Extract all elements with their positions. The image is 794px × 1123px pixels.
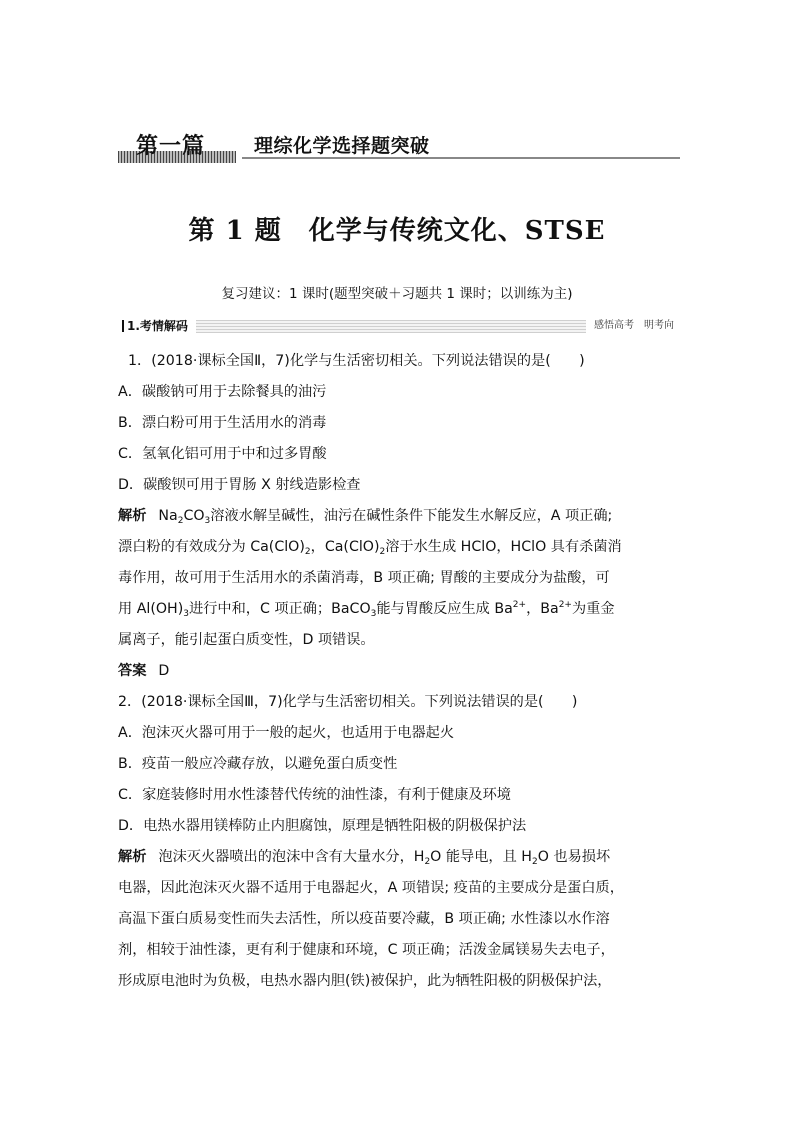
- subscript: 3: [204, 516, 211, 526]
- subscript: 2: [531, 857, 538, 867]
- text-run: O 也易损坏: [537, 849, 611, 865]
- q1-answer-label: 答案: [118, 663, 147, 679]
- q2-analysis-line-1: [118, 842, 678, 873]
- text-run: ，Ba: [526, 601, 559, 617]
- content: [118, 346, 678, 997]
- text-run: O 能导电，且 H: [430, 849, 532, 865]
- q2-analysis-line-3: 高温下蛋白质易变性而失去活性，所以疫苗要冷藏，B 项正确; 水性漆以水作溶: [118, 911, 610, 927]
- q1-analysis-line-2: [118, 532, 678, 563]
- text-run: 漂白粉的有效成分为 Ca(ClO): [118, 539, 305, 555]
- q1-stem: 1．(2018·课标全国Ⅱ，7)化学与生活密切相关。下列说法错误的是( ): [128, 353, 585, 369]
- part-label: 第一篇: [136, 134, 206, 159]
- q1-option-d: D．碳酸钡可用于胃肠 X 射线造影检查: [118, 477, 361, 493]
- text-run: CO: [183, 508, 205, 524]
- q1-analysis-line-3: 毒作用，故可用于生活用水的杀菌消毒，B 项正确; 胃酸的主要成分为盐酸，可: [118, 570, 610, 586]
- text-run: 溶液水解呈碱性，油污在碱性条件下能发生水解反应，A 项正确;: [210, 508, 613, 524]
- q2-option-c: C．家庭装修时用水性漆替代传统的油性漆，有利于健康及环境: [118, 787, 511, 803]
- q1-answer: [118, 656, 678, 687]
- part-header: [118, 127, 680, 167]
- section-marker: [122, 320, 124, 332]
- subscript: 2: [424, 857, 431, 867]
- subscript: 3: [370, 609, 377, 619]
- q1-option-a: A．碳酸钠可用于去除餐具的油污: [118, 384, 327, 400]
- q2-analysis-line-4: 剂，相较于油性漆，更有利于健康和环境，C 项正确；活泼金属镁易失去电子，: [118, 942, 615, 958]
- q1-analysis-line-5: 属离子，能引起蛋白质变性，D 项错误。: [118, 632, 375, 648]
- q2-option-b: B．疫苗一般应冷藏存放，以避免蛋白质变性: [118, 756, 398, 772]
- part-title: 理综化学选择题突破: [254, 135, 430, 157]
- text-run: 进行中和，C 项正确；BaCO: [189, 601, 371, 617]
- section-bar: [118, 318, 678, 334]
- q1-analysis-line-1: [118, 501, 678, 532]
- section-label-text: 1.考情解码: [127, 319, 188, 333]
- q1-answer-value: D: [158, 663, 170, 679]
- text-run: 溶于水生成 HClO，HClO 具有杀菌消: [385, 539, 622, 555]
- subscript: 2: [304, 547, 311, 557]
- section-right-label: 感悟高考 明考向: [586, 318, 678, 334]
- subscript: 2: [177, 516, 184, 526]
- q2-option-a: A．泡沫灭火器可用于一般的起火，也适用于电器起火: [118, 725, 455, 741]
- part-plate: [118, 127, 236, 163]
- q2-analysis-line-2: 电器，因此泡沫灭火器不适用于电器起火，A 项错误; 疫苗的主要成分是蛋白质，: [118, 880, 624, 896]
- section-label: [118, 318, 196, 334]
- review-suggestion: 复习建议：1 课时(题型突破＋习题共 1 课时；以训练为主): [221, 286, 573, 302]
- q2-stem: 2．(2018·课标全国Ⅲ，7)化学与生活密切相关。下列说法错误的是( ): [118, 694, 578, 710]
- q1-option-c: C．氢氧化铝可用于中和过多胃酸: [118, 446, 327, 462]
- q2-analysis-line-5: 形成原电池时为负极，电热水器内胆(铁)被保护，此为牺牲阳极的阴极保护法，: [118, 973, 612, 989]
- text-run: 为重金: [571, 601, 615, 617]
- text-run: 用 Al(OH): [118, 601, 184, 617]
- text-run: 泡沫灭火器喷出的泡沫中含有大量水分，H: [158, 849, 425, 865]
- text-run: 能与胃酸反应生成 Ba: [376, 601, 513, 617]
- q1-analysis-label: 解析: [118, 508, 147, 524]
- subscript: 3: [183, 609, 189, 619]
- q1-analysis-line-4: [118, 594, 678, 625]
- superscript: 2+: [558, 600, 572, 610]
- q1-option-b: B．漂白粉可用于生活用水的消毒: [118, 415, 327, 431]
- q2-option-d: D．电热水器用镁棒防止内胆腐蚀，原理是牺牲阳极的阴极保护法: [118, 818, 527, 834]
- text-run: Na: [158, 508, 178, 524]
- q2-analysis-label: 解析: [118, 849, 147, 865]
- superscript: 2+: [512, 600, 527, 610]
- page-title: 第 1 题 化学与传统文化、STSE: [188, 216, 606, 246]
- subscript: 2: [379, 547, 386, 557]
- text-run: ，Ca(ClO): [310, 539, 380, 555]
